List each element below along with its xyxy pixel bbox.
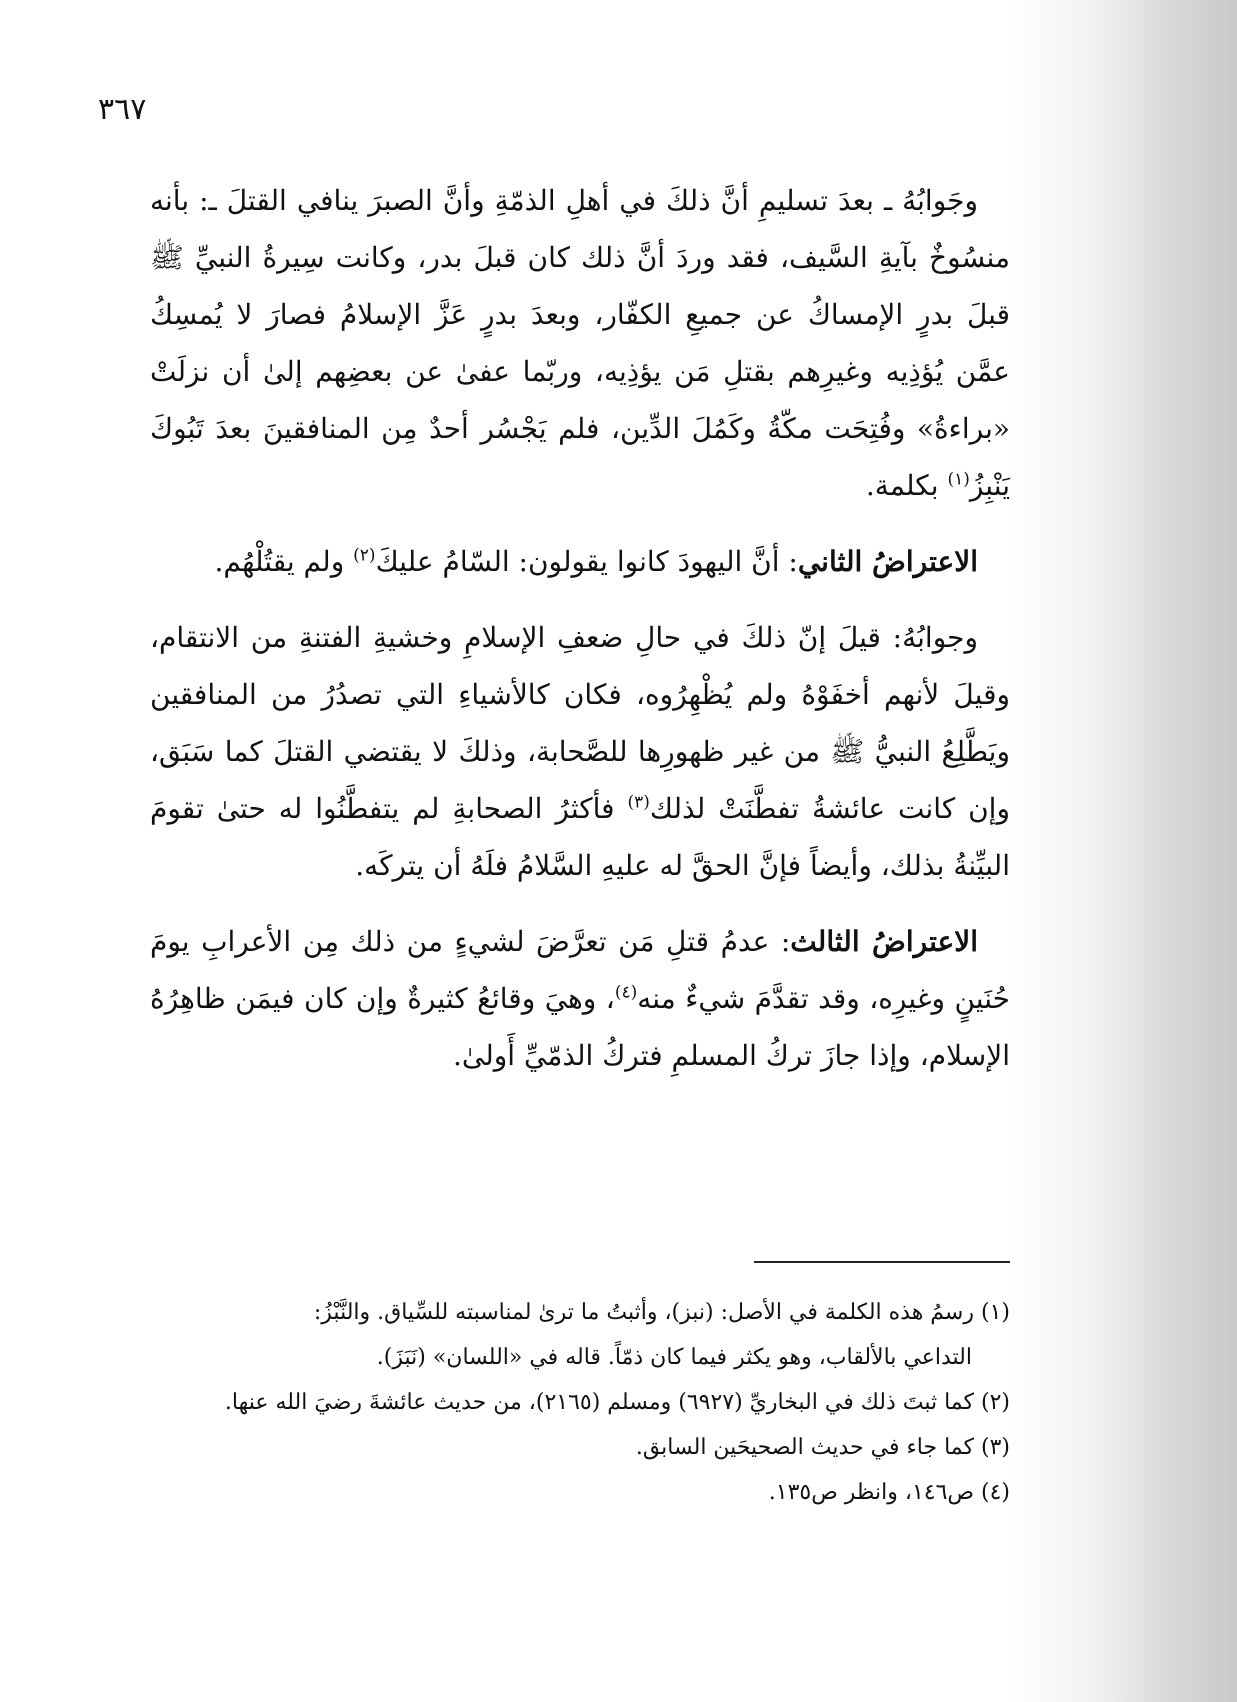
paragraph-1 — [150, 172, 1010, 514]
paragraph-3 — [150, 609, 1010, 894]
footnote-ref[interactable]: (٣) — [627, 792, 650, 813]
footnote-ref[interactable]: (١) — [947, 469, 970, 490]
body-text — [150, 172, 1010, 1103]
footnotes — [150, 1290, 1010, 1515]
paragraph-text: وجوابُهُ: قيلَ إنّ ذلكَ في حالِ ضعفِ الإسلامِ وخشيةِ الفتنةِ من الانتقام، وقيلَ لأنهم أخفَوْهُ ولم يُظْهِرُوه، فكان كالأشياءِ التي تصدُرُ من المنافقين ويَطَّلِعُ النبيُّ ﷺ من غير ظهورِها للصَّحابة، وذلكَ لا يقتضي القتلَ كما سَبَق، وإن كانت عائشةُ تفطَّنَتْ لذلك — [150, 621, 1010, 825]
page-number: ٣٦٧ — [98, 92, 147, 127]
paragraph-tail: فأكثرُ الصحابةِ لم يتفطَّنُوا له حتىٰ تقومَ البيِّنةُ بذلك، وأيضاً فإنَّ الحقَّ له عليهِ السَّلامُ فلَهُ أن يتركَه. — [150, 792, 1010, 882]
paragraph-tail: ، وهيَ وقائعُ كثيرةٌ وإن كان فيمَن ظاهِرُهُ الإسلام، وإذا جازَ تركُ المسلمِ فتركُ الذمّيِّ أَولىٰ. — [150, 982, 1010, 1072]
paragraph-4 — [150, 913, 1010, 1084]
footnote-4: (٤) ص١٤٦، وانظر ص١٣٥. — [768, 1480, 1010, 1505]
paragraph-tail: ولم يقتُلْهُم. — [214, 545, 354, 578]
paragraph-text: : عدمُ قتلِ مَن تعرَّضَ لشيءٍ من ذلك مِن الأعرابِ يومَ حُنَينٍ وغيرِه، وقد تقدَّمَ شيءٌ منه — [150, 925, 1010, 1015]
footnote-2: (٢) كما ثبتَ ذلك في البخاريِّ (٦٩٢٧) ومسلم (٢١٦٥)، من حديث عائشةَ رضيَ الله عنها. — [224, 1390, 1010, 1415]
footnote-divider — [754, 1261, 1010, 1263]
footnote-1: (١) رسمُ هذه الكلمة في الأصل: (نبز)، وأثبتُ ما ترىٰ لمناسبته للسِّياق. والنَّبْزُ: — [313, 1300, 1010, 1325]
binding-shadow — [1010, 0, 1237, 1702]
footnote-ref[interactable]: (٤) — [614, 982, 638, 1003]
footnote-1-continuation: التداعي بالألقاب، وهو يكثر فيما كان ذمّاً. قاله في «اللسان» (نَبَزَ). — [376, 1345, 972, 1370]
paragraph-text: : أنَّ اليهودَ كانوا يقولون: السّامُ عليكَ — [375, 545, 798, 578]
paragraph-tail: بكلمة. — [865, 469, 948, 502]
paragraph-lead: الاعتراضُ الثالث — [790, 925, 978, 958]
paragraph-text: وجَوابُهُ ـ بعدَ تسليمِ أنَّ ذلكَ في أهلِ الذمّةِ وأنَّ الصبرَ ينافي القتلَ ـ: بأنه منسُوخٌ بآيةِ السَّيف، فقد وردَ أنَّ ذلك كان قبلَ بدر، وكانت سِيرةُ النبيِّ ﷺ قبلَ بدرٍ الإمساكُ عن جميعِ الكفّار، وبعدَ بدرٍ عَزَّ الإسلامُ فصارَ لا يُمسِكُ عمَّن يُؤذِيه وغيرِهم بقتلِ مَن يؤذِيه، وربّما عفىٰ عن بعضِهم إلىٰ أن نزلَتْ «براءةُ» وفُتِحَت مكّةُ وكَمُلَ الدِّين، فلم يَجْسُر أحدٌ مِن المنافقينَ بعدَ تَبُوكَ يَنْبِزُ — [150, 184, 1010, 502]
paragraph-2 — [150, 533, 1010, 590]
footnote-ref[interactable]: (٢) — [353, 545, 376, 566]
footnote-3: (٣) كما جاء في حديث الصحيحَين السابق. — [635, 1435, 1010, 1460]
paragraph-lead: الاعتراضُ الثاني — [797, 545, 978, 578]
